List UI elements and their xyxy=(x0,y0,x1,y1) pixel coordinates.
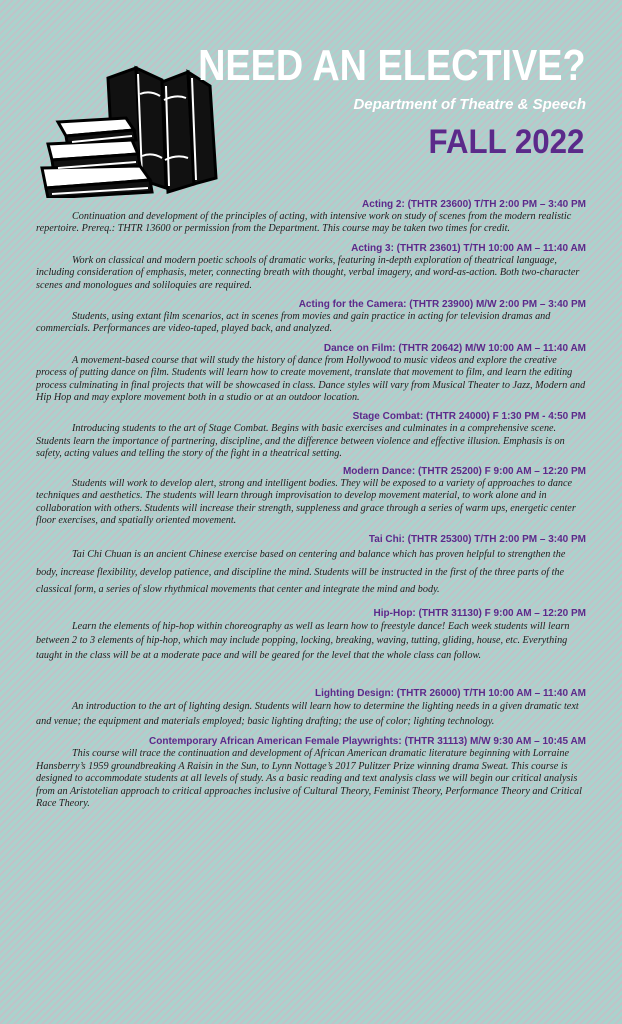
course-heading: Modern Dance: (THTR 25200) F 9:00 AM – 12:20 PM xyxy=(342,465,586,477)
course-description: A movement-based course that will study the history of dance from Hollywood to music videos and explore the creative process of putting dance on film. Students will learn how to create movement, translate that movement to film, and learn the editing process culminating in final projects that will be showcased in class. Dance styles will vary from Musical Theater to Jazz, Modern and Hip Hop and may explore movement both in a studio or at an outdoor location. xyxy=(36,354,586,404)
course-heading: Lighting Design: (THTR 26000) T/TH 10:00 AM – 11:40 AM xyxy=(315,688,586,700)
course-heading: Dance on Film: (THTR 20642) M/W 10:00 AM – 11:40 AM xyxy=(323,342,586,354)
course-description: Learn the elements of hip-hop within choreography as well as learn how to freestyle dance! Each week students will learn between 2 to 3 elements of hip-hop, which may include popping, locking, breaking, waving, tutting, gliding, house, etc. Everything taught in the class will be at a moderate pace and will be geared for the level that the whole class can follow. xyxy=(36,620,570,661)
course-heading: Hip-Hop: (THTR 31130) F 9:00 AM – 12:20 PM xyxy=(373,607,586,619)
course-tai-chi xyxy=(36,533,586,599)
course-description: Work on classical and modern poetic schools of dramatic works, featuring in-depth exploration of theatrical language, including consideration of emphasis, meter, connecting breath with thought, verbal imagery, and word-as-action. Both two-character scenes and monologues and soliloquies are required. xyxy=(36,254,580,291)
course-modern-dance xyxy=(36,465,586,528)
course-list xyxy=(36,198,586,810)
term-label: FALL 2022 xyxy=(428,123,584,161)
course-description: Continuation and development of the principles of acting, with intensive work on study of scenes from the modern realistic repertoire. Prereq.: THTR 13600 or permission from the Department. This course may be taken two times for credit. xyxy=(36,211,572,235)
course-heading: Stage Combat: (THTR 24000) F 1:30 PM - 4:50 PM xyxy=(352,411,586,423)
course-african-american-playwrights xyxy=(36,735,586,810)
headline: NEED AN ELECTIVE? xyxy=(198,41,586,90)
course-hip-hop xyxy=(36,607,586,664)
course-heading: Acting 2: (THTR 23600) T/TH 2:00 PM – 3:40 PM xyxy=(362,199,586,210)
course-heading: Acting 3: (THTR 23601) T/TH 10:00 AM – 11:40 AM xyxy=(351,242,586,254)
course-acting-for-camera xyxy=(36,298,586,336)
flyer-header xyxy=(0,0,622,200)
course-description: Students, using extant film scenarios, act in scenes from movies and gain practice in acting for television dramas and commercials. Performances are video-taped, played back, and analyzed. xyxy=(36,311,551,335)
course-acting-3 xyxy=(36,242,586,292)
course-description: Tai Chi Chuan is an ancient Chinese exercise based on centering and balance which has proven helpful to strengthen the body, increase flexibility, develop patience, and discipline the mind. Students will be instructed in the first of the three parts of the classical form, a series of slow rhythmical movements that center and integrate the mind and body. xyxy=(36,549,566,596)
department-name: Department of Theatre & Speech xyxy=(353,96,586,113)
course-acting-2 xyxy=(36,198,586,236)
course-heading: Acting for the Camera: (THTR 23900) M/W 2:00 PM – 3:40 PM xyxy=(298,299,586,311)
course-lighting-design xyxy=(36,687,586,729)
course-dance-on-film xyxy=(36,342,586,405)
course-stage-combat xyxy=(36,410,586,460)
course-description: An introduction to the art of lighting design. Students will learn how to determine the lighting needs in a given dramatic text and venue; the equipment and materials employed; basic lighting drafting; the use of color; lighting technology. xyxy=(36,701,579,727)
course-description: Introducing students to the art of Stage Combat. Begins with basic exercises and culminates in a comprehensive scene. Students learn the importance of partnering, discipline, and the difference between violence and effective illusion. Emphasis is on safety, acting values and telling the story of the fight in a theatrical setting. xyxy=(36,423,565,460)
books-icon xyxy=(38,60,224,198)
course-heading: Tai Chi: (THTR 25300) T/TH 2:00 PM – 3:40 PM xyxy=(368,534,586,546)
course-description: Students will work to develop alert, strong and intelligent bodies. They will be exposed to a variety of approaches to dance techniques and aesthetics. The students will learn through improvisation to develop movement material, to work alone and in collaboration with others. Students will increase their strength, suppleness and grace through a series of warm ups, energetic center floor exercises, and spatially oriented movement. xyxy=(36,477,576,526)
course-description: This course will trace the continuation and development of African American dramatic literature beginning with Lorraine Hansberry’s 1959 groundbreaking A Raisin in the Sun, to Lynn Nottage’s 2017 Pulitzer Prize winning drama Sweat. This course is designed to accommodate students at all levels of study. As a basic reading and text analysis class we will begin our critical analysis from an Aristotelian approach to critical approaches inclusive of Cultural Theory, Feminist Theory, Performance Theory and Critical Race Theory. xyxy=(36,748,582,809)
course-heading: Contemporary African American Female Playwrights: (THTR 31113) M/W 9:30 AM – 10:45 AM xyxy=(149,736,586,748)
